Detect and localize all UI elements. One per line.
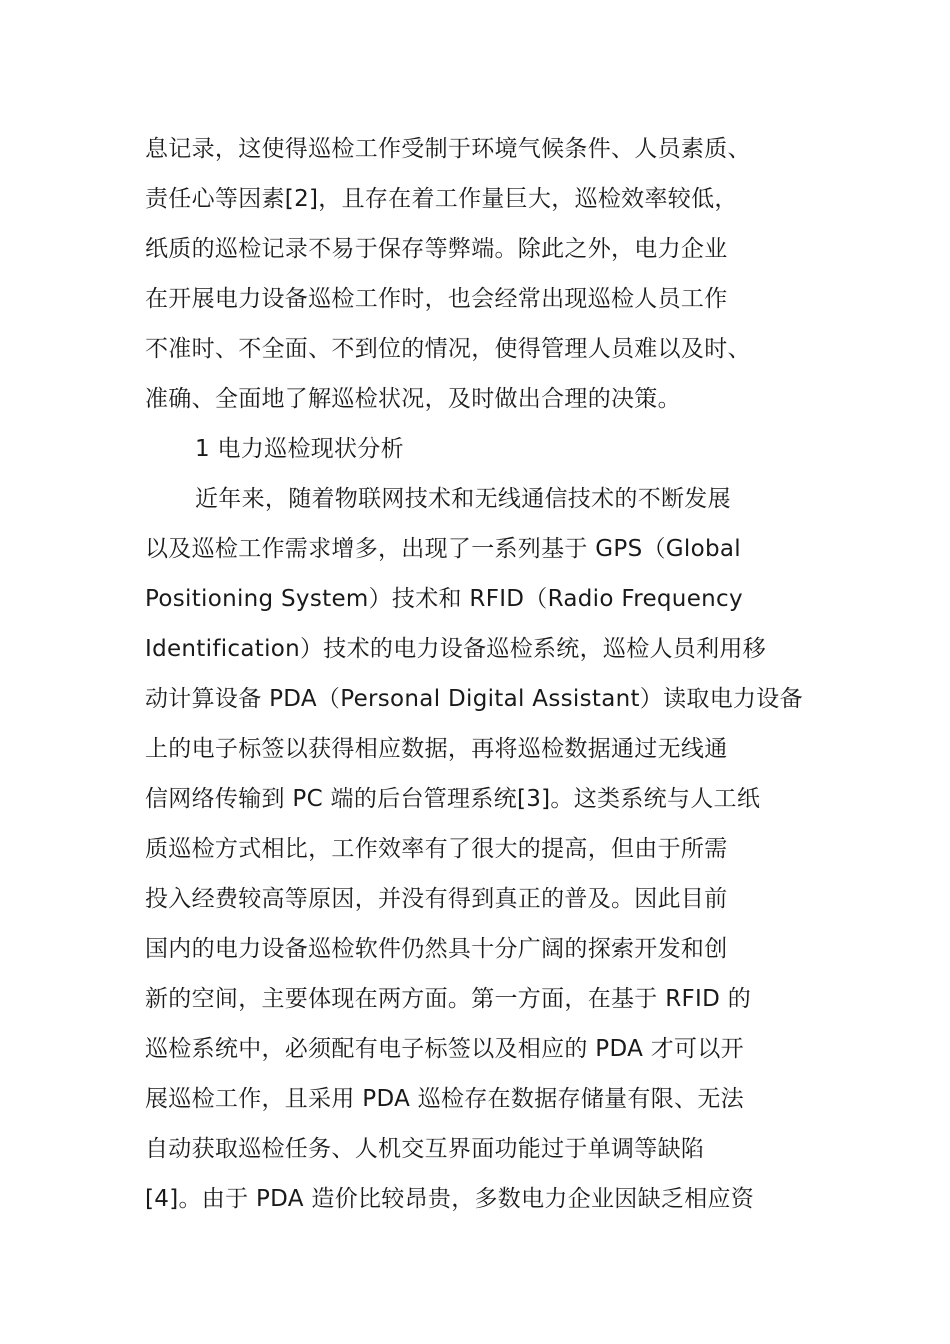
paragraph-line: 准确、全面地了解巡检状况，及时做出合理的决策。 xyxy=(145,386,681,412)
paragraph-line: 自动获取巡检任务、人机交互界面功能过于单调等缺陷 xyxy=(145,1136,705,1162)
paragraph-line: 国内的电力设备巡检软件仍然具十分广阔的探索开发和创 xyxy=(145,936,728,962)
paragraph-line: 上的电子标签以获得相应数据，再将巡检数据通过无线通 xyxy=(145,736,728,762)
paragraph-line: 纸质的巡检记录不易于保存等弊端。除此之外，电力企业 xyxy=(145,236,728,262)
paragraph-line: 息记录，这使得巡检工作受制于环境气候条件、人员素质、 xyxy=(145,136,751,162)
paragraph-line: Positioning System）技术和 RFID（Radio Frequency xyxy=(145,586,743,612)
paragraph-line: 不准时、不全面、不到位的情况，使得管理人员难以及时、 xyxy=(145,336,751,362)
paragraph-line: 近年来，随着物联网技术和无线通信技术的不断发展 xyxy=(195,486,731,512)
section-heading: 1 电力巡检现状分析 xyxy=(195,436,404,462)
paragraph-line: [4]。由于 PDA 造价比较昂贵，多数电力企业因缺乏相应资 xyxy=(145,1186,755,1212)
paragraph-line: 质巡检方式相比，工作效率有了很大的提高，但由于所需 xyxy=(145,836,728,862)
paragraph-line: Identification）技术的电力设备巡检系统，巡检人员利用移 xyxy=(145,636,767,662)
paragraph-line: 责任心等因素[2]，且存在着工作量巨大，巡检效率较低， xyxy=(145,186,738,212)
paragraph-line: 信网络传输到 PC 端的后台管理系统[3]。这类系统与人工纸 xyxy=(145,786,761,812)
paragraph-line: 展巡检工作，且采用 PDA 巡检存在数据存储量有限、无法 xyxy=(145,1086,744,1112)
paragraph-line: 投入经费较高等原因，并没有得到真正的普及。因此目前 xyxy=(145,886,728,912)
paragraph-line: 在开展电力设备巡检工作时，也会经常出现巡检人员工作 xyxy=(145,286,728,312)
paragraph-line: 巡检系统中，必须配有电子标签以及相应的 PDA 才可以开 xyxy=(145,1036,744,1062)
paragraph-line: 以及巡检工作需求增多，出现了一系列基于 GPS（Global xyxy=(145,536,741,562)
paragraph-line: 新的空间，主要体现在两方面。第一方面，在基于 RFID 的 xyxy=(145,986,752,1012)
paragraph-line: 动计算设备 PDA（Personal Digital Assistant）读取电力设备 xyxy=(145,686,803,712)
